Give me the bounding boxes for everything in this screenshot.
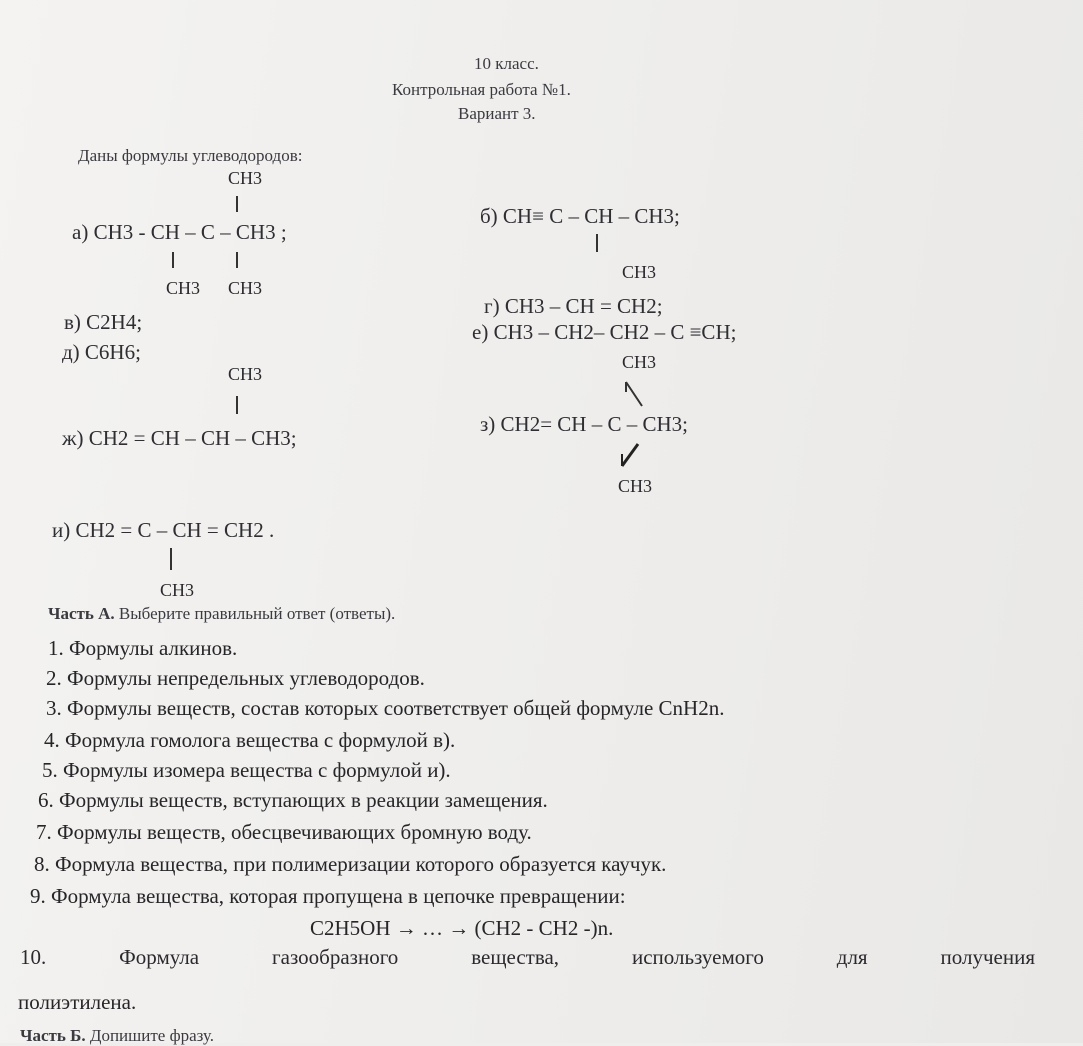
question-2: 2. Формулы непредельных углеводородов. bbox=[46, 666, 425, 690]
q10-word: 10. bbox=[20, 945, 47, 969]
part-a-heading bbox=[48, 604, 395, 624]
bond-line bbox=[170, 548, 172, 570]
formula-a-bottom-substituent-2: CH3 bbox=[228, 278, 263, 298]
q10-word: для bbox=[836, 945, 868, 969]
question-10 bbox=[20, 945, 1035, 970]
formula-g: г) CH3 – CH = CH2; bbox=[484, 294, 663, 318]
formula-a-bottom-substituent-1: CH3 bbox=[166, 278, 201, 298]
question-4: 4. Формула гомолога вещества с формулой в). bbox=[44, 728, 456, 752]
test-title: Контрольная работа №1. bbox=[392, 80, 571, 99]
formula-z-top-substituent: CH3 bbox=[622, 352, 657, 372]
q10-word: получения bbox=[940, 945, 1035, 969]
formula-i: и) CH2 = C – CH = CH2 . bbox=[52, 518, 275, 542]
reaction-chain: C2H5OH → … → (CH2 - CH2 -)n. bbox=[310, 916, 614, 940]
question-7: 7. Формулы веществ, обесцвечивающих бромную воду. bbox=[36, 820, 532, 844]
question-3: 3. Формулы веществ, состав которых соответствует общей формуле CnH2n. bbox=[46, 696, 725, 720]
question-6: 6. Формулы веществ, вступающих в реакции замещения. bbox=[38, 788, 548, 812]
intro-text: Даны формулы углеводородов: bbox=[78, 146, 303, 165]
bond-line bbox=[236, 396, 238, 414]
bond-line bbox=[616, 440, 646, 470]
question-10-continuation: полиэтилена. bbox=[18, 990, 137, 1014]
q10-word: вещества, bbox=[471, 945, 560, 969]
bond-line bbox=[236, 252, 238, 268]
q10-word: газообразного bbox=[272, 945, 399, 969]
q10-word: Формула bbox=[119, 945, 200, 969]
question-9: 9. Формула вещества, которая пропущена в цепочке превращении: bbox=[30, 884, 626, 908]
formula-d: д) C6H6; bbox=[62, 340, 141, 364]
bond-line bbox=[172, 252, 174, 268]
bond-line bbox=[236, 196, 238, 212]
grade-label: 10 класс. bbox=[474, 54, 539, 73]
formula-zh-top-substituent: CH3 bbox=[228, 364, 263, 384]
formula-a-top-substituent: CH3 bbox=[228, 168, 263, 188]
formula-zh: ж) CH2 = CH – CH – CH3; bbox=[62, 426, 297, 450]
variant-label: Вариант 3. bbox=[458, 104, 536, 123]
part-b-heading bbox=[20, 1026, 214, 1046]
question-1: 1. Формулы алкинов. bbox=[48, 636, 238, 660]
formula-z-bottom-substituent: CH3 bbox=[618, 476, 653, 496]
formula-i-substituent: CH3 bbox=[160, 580, 195, 600]
q10-word: используемого bbox=[631, 945, 764, 969]
question-8: 8. Формула вещества, при полимеризации которого образуется каучук. bbox=[34, 852, 667, 876]
formula-e: е) CH3 – CH2– CH2 – C ≡CH; bbox=[472, 320, 737, 344]
formula-a: а) CH3 - CH – C – CH3 ; bbox=[72, 220, 287, 244]
part-b-heading-text: Допишите фразу. bbox=[85, 1026, 215, 1045]
bond-line bbox=[620, 380, 650, 410]
part-b-heading-bold: Часть Б. bbox=[20, 1026, 86, 1045]
part-a-heading-bold: Часть А. bbox=[48, 604, 115, 623]
part-a-heading-text: Выберите правильный ответ (ответы). bbox=[114, 604, 396, 623]
bond-line bbox=[596, 234, 598, 252]
formula-b-substituent: CH3 bbox=[622, 262, 657, 282]
formula-v: в) C2H4; bbox=[64, 310, 143, 334]
formula-z: з) CH2= CH – C – CH3; bbox=[480, 412, 688, 436]
formula-b: б) CH≡ C – CH – CH3; bbox=[480, 204, 680, 228]
question-5: 5. Формулы изомера вещества с формулой и). bbox=[42, 758, 451, 782]
